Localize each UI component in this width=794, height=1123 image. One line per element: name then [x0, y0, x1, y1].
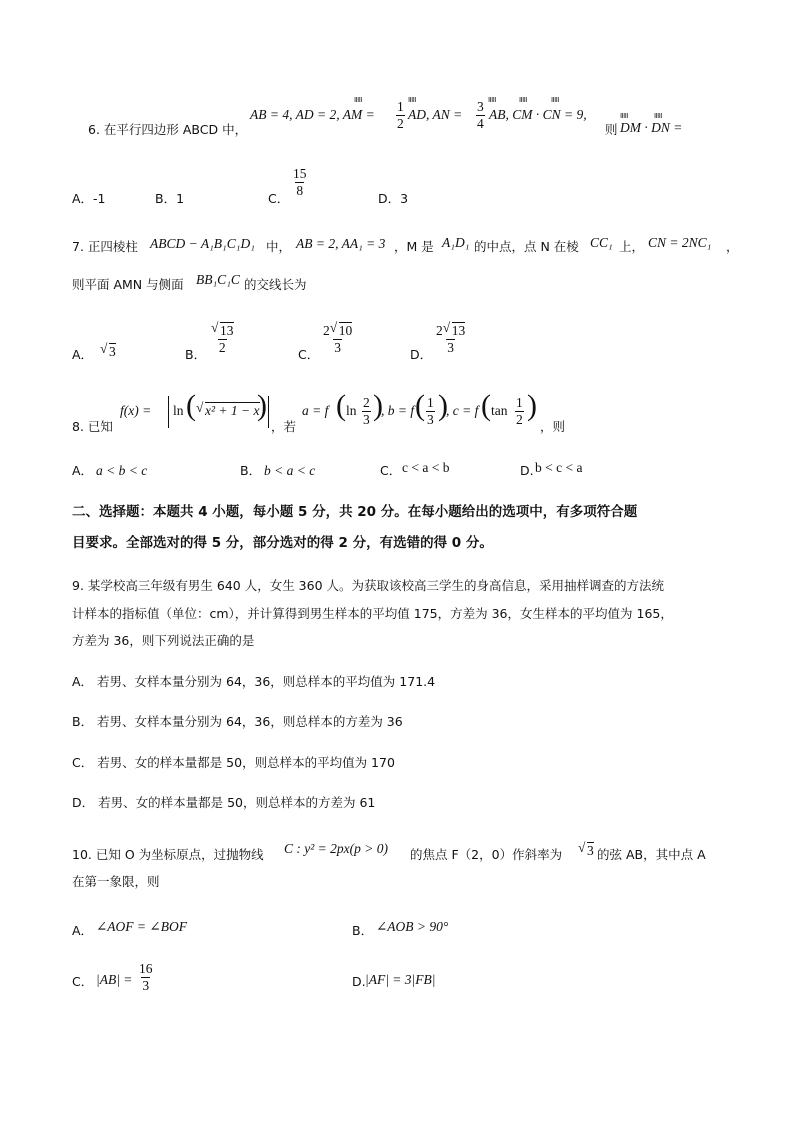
q7-comma: ，	[726, 239, 739, 254]
q9-option-a: A． 若男、女样本量分别为 64，36，则总样本的平均值为 171.4	[72, 674, 436, 689]
q8-ln2: ln	[346, 403, 357, 418]
q7-line2-suffix: 的交线长为	[244, 277, 307, 292]
q8-then: ，则	[540, 419, 566, 434]
denominator: 2	[218, 340, 226, 356]
q7-dims: AB = 2, AA₁ = 3	[296, 236, 386, 251]
q10-option-c-lhs: |AB| =	[96, 972, 133, 987]
q7-on: 上，	[619, 239, 645, 254]
q7-prefix: 7. 正四棱柱	[72, 239, 138, 254]
q10-option-b-value: ∠AOB > 90°	[376, 919, 449, 934]
q6-mid: AD, AN =	[408, 107, 463, 122]
paren-right: )	[257, 389, 267, 422]
radicand: 10	[338, 323, 353, 338]
q10-option-a-value: ∠AOF = ∠BOF	[96, 919, 187, 934]
q9-line-1: 9. 某学校高三年级有男生 640 人，女生 360 人。为获取该校高三学生的身高信息，采用抽样调查的方法统	[72, 578, 665, 593]
q10-option-c: C．	[72, 974, 94, 989]
radicand: 3	[587, 843, 594, 858]
q10-suffix: 的弦 AB，其中点 A	[597, 847, 706, 862]
q7-option-a: A．	[72, 347, 94, 362]
coefficient: 2	[436, 323, 443, 338]
q7-prism: ABCD − A₁B₁C₁D₁	[150, 236, 255, 251]
q7-face: BB₁C₁C	[196, 272, 240, 287]
vector-arrow-marks: ꓲꓲꓲꓲꓲ	[519, 96, 527, 104]
q10-option-c-fraction	[138, 962, 154, 993]
q8-option-d-value: b < c < a	[535, 460, 583, 475]
q8-option-c: C．	[380, 463, 402, 478]
radicand: 13	[220, 323, 234, 338]
q7-m-is: ，M 是	[394, 239, 434, 254]
q10-slope	[578, 842, 594, 858]
q6-option-b: B．1	[155, 191, 185, 206]
q7-a1d1: A₁D₁	[442, 235, 470, 250]
q6-stem: 6. 在平行四边形 ABCD 中，	[88, 122, 248, 137]
vector-arrow-marks: ꓲꓲꓲꓲꓲ	[488, 96, 496, 104]
q6-given: AB = 4, AD = 2, AM =	[250, 107, 375, 122]
q10-option-d-value: |AF| = 3|FB|	[365, 972, 436, 987]
q8-ruo: ，若	[271, 419, 297, 434]
paren-right: )	[527, 389, 537, 422]
q6-ask: DM · DN =	[620, 120, 683, 135]
q8-c-def: , c = f	[446, 403, 479, 418]
q8-a-def: a = f	[302, 403, 329, 418]
q10-focus: 的焦点 F（2，0）作斜率为	[410, 847, 563, 862]
q7-option-d: D．	[410, 347, 433, 362]
denominator: 4	[477, 116, 484, 132]
q7-zhong: 中，	[266, 239, 292, 254]
denominator: 3	[363, 412, 370, 428]
paren-left: (	[336, 389, 346, 422]
paren-left: (	[186, 389, 196, 422]
q9-option-d: D． 若男、女的样本量都是 50，则总样本的方差为 61	[72, 795, 376, 810]
denominator: 3	[427, 412, 434, 428]
radicand: 3	[109, 344, 116, 359]
paren-left: (	[481, 389, 491, 422]
q8-inner-expr: x² + 1 − x	[205, 403, 260, 418]
q9-line-3: 方差为 36，则下列说法正确的是	[72, 633, 255, 648]
q8-tan: tan	[491, 403, 508, 418]
denominator: 3	[447, 340, 454, 356]
radicand: 13	[451, 323, 466, 338]
paren-right: )	[373, 389, 383, 422]
denominator: 2	[397, 116, 404, 132]
q7-line2-prefix: 则平面 AMN 与侧面	[72, 277, 184, 292]
q10-option-b: B．	[352, 923, 374, 938]
q10-parabola: C : y² = 2px(p > 0)	[284, 841, 388, 856]
q8-b-def: , b = f	[381, 403, 415, 418]
q8-prefix: 8. 已知	[72, 419, 113, 434]
vector-arrow-marks: ꓲꓲꓲꓲꓲ	[551, 96, 559, 104]
q7-midpoint: 的中点，点 N 在棱	[474, 239, 579, 254]
numerator: 16	[139, 961, 153, 976]
vector-arrow-marks: ꓲꓲꓲꓲꓲ	[408, 96, 416, 104]
q10-option-a: A．	[72, 923, 94, 938]
vector-arrow-marks: ꓲꓲꓲꓲꓲ	[654, 112, 662, 120]
section-2-line-2: 目要求。全部选对的得 5 分，部分选对的得 2 分，有选错的得 0 分。	[72, 535, 493, 551]
q8-option-b-value: b < a < c	[264, 463, 316, 478]
denominator: 2	[516, 412, 523, 428]
q8-option-d: D.	[520, 463, 534, 478]
q9-option-c: C． 若男、女的样本量都是 50，则总样本的平均值为 170	[72, 755, 395, 770]
numerator: 15	[293, 166, 307, 181]
coefficient: 2	[323, 323, 330, 338]
denominator: 8	[296, 183, 304, 199]
denominator: 3	[142, 978, 150, 994]
q6-then: 则	[605, 122, 618, 137]
numerator: 1	[397, 99, 404, 114]
numerator: 3	[477, 99, 484, 114]
q6-tail: AB, CM · CN = 9,	[489, 107, 587, 122]
q8-option-b: B．	[240, 463, 262, 478]
vector-arrow-marks: ꓲꓲꓲꓲꓲ	[620, 112, 628, 120]
q7-option-c: C．	[298, 347, 320, 362]
q8-ln: ln	[173, 403, 184, 418]
q10-line-2: 在第一象限，则	[72, 874, 160, 889]
q7-cn: CN = 2NC₁	[648, 235, 712, 250]
denominator: 3	[334, 340, 341, 356]
q7-option-b: B．	[185, 347, 207, 362]
numerator: 2	[363, 395, 370, 410]
vector-arrow-marks: ꓲꓲꓲꓲꓲ	[354, 96, 362, 104]
q8-option-a: A．	[72, 463, 94, 478]
numerator: 1	[516, 395, 523, 410]
q8-option-a-value: a < b < c	[96, 463, 148, 478]
q10-prefix: 10. 已知 O 为坐标原点，过抛物线	[72, 847, 264, 862]
paren-left: (	[415, 389, 425, 422]
q6-option-d: D．3	[378, 191, 409, 206]
q10-option-d: D.	[352, 974, 366, 989]
q8-f-lhs: f(x) =	[120, 403, 152, 418]
q9-option-b: B． 若男、女样本量分别为 64，36，则总样本的方差为 36	[72, 714, 403, 729]
q6-option-c: C．	[268, 191, 290, 206]
section-2-line-1: 二、选择题：本题共 4 小题，每小题 5 分，共 20 分。在每小题给出的选项中，有多项符合题	[72, 504, 638, 520]
q6-option-a: A．-1	[72, 191, 106, 206]
paren-right: )	[438, 389, 448, 422]
q9-line-2: 计样本的指标值（单位：cm），并计算得到男生样本的平均值 175，方差为 36，女生样本的平均值为 165，	[72, 606, 673, 621]
numerator: 1	[427, 395, 434, 410]
q7-cc1: CC₁	[590, 235, 613, 250]
q8-option-c-value: c < a < b	[402, 460, 450, 475]
